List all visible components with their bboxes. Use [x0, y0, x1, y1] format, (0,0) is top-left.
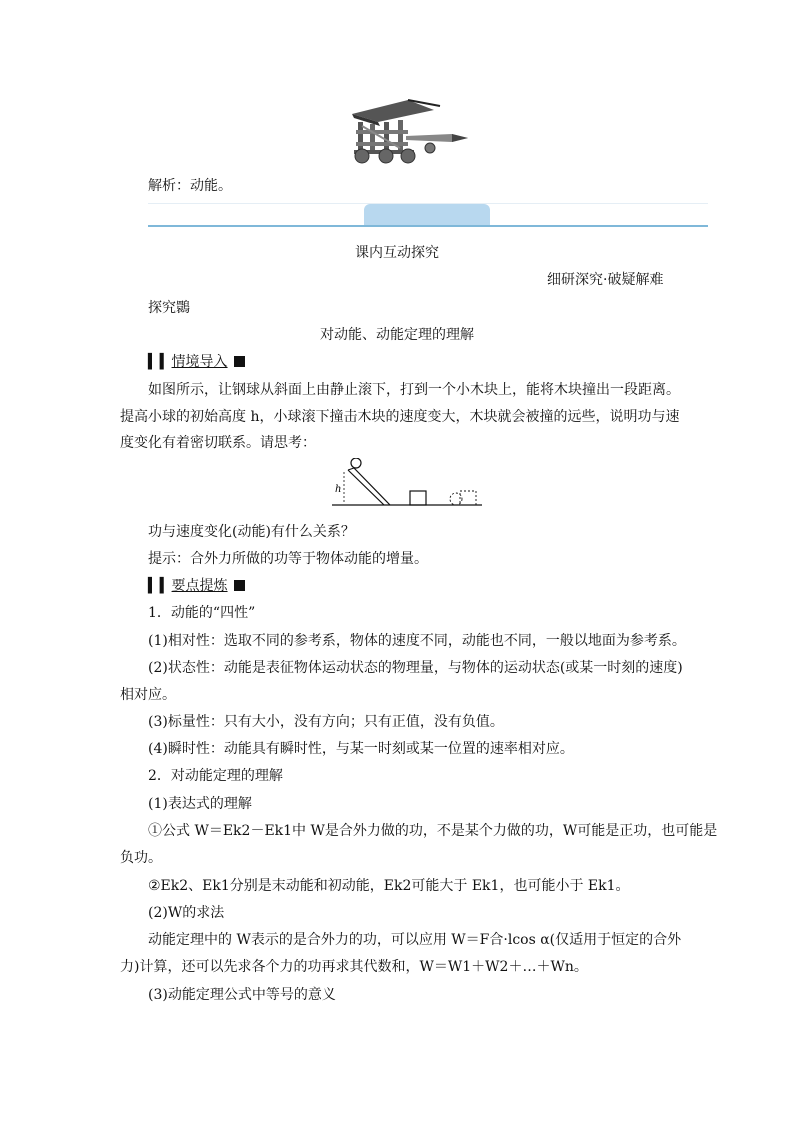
analysis-text: 解析：动能。: [148, 178, 232, 194]
section-title: 课内互动探究: [355, 245, 439, 261]
points-l6: (4)瞬时性：动能具有瞬时性，与某一时刻或某一位置的速率相对应。: [148, 741, 574, 757]
explore-label-text: 探究: [148, 300, 176, 316]
section-header-bar: [148, 225, 708, 227]
points-l3: (2)状态性：动能是表征物体运动状态的物理量，与物体的运动状态(或某一时刻的速度): [148, 660, 683, 676]
situation-heading: [148, 352, 245, 372]
points-l11: ②Ek2、Ek1分别是末动能和初动能，Ek2可能大于 Ek1，也可能小于 Ek1。: [148, 878, 630, 894]
points-l7: 2．对动能定理的理解: [148, 768, 283, 784]
points-l1: 1．动能的“四性”: [148, 605, 256, 621]
heading-bars: ▍▍: [148, 578, 172, 594]
situation-heading-label: 情境导入: [171, 354, 228, 370]
siege-machine-image: [348, 96, 470, 166]
heading-bars: ▍▍: [148, 354, 172, 370]
points-l12: (2)W的求法: [148, 905, 225, 921]
points-l2: (1)相对性：选取不同的参考系，物体的速度不同，动能也不同，一般以地面为参考系。: [148, 633, 686, 649]
situation-p1: 如图所示，让钢球从斜面上由静止滚下，打到一个小木块上，能将木块撞出一段距离。: [148, 382, 680, 398]
points-l5: (3)标量性：只有大小，没有方向；只有正值，没有负值。: [148, 714, 504, 730]
section-subtitle: 细研深究·破疑解难: [547, 272, 664, 288]
incline-figure: [332, 458, 484, 510]
points-heading: [148, 576, 245, 596]
explore-number: 䴉: [176, 300, 190, 316]
points-l14: 力)计算，还可以先求各个力的功再求其代数和，W＝W1＋W2＋…＋Wn。: [120, 959, 588, 975]
question-text: 功与速度变化(动能)有什么关系？: [148, 524, 355, 540]
points-l15: (3)动能定理公式中等号的意义: [148, 987, 336, 1003]
points-l10: 负功。: [120, 850, 162, 866]
section-header-tab: [364, 204, 490, 226]
square-icon: [234, 356, 245, 367]
situation-p3: 度变化有着密切联系。请思考：: [120, 435, 316, 451]
topic-title: 对动能、动能定理的理解: [320, 327, 474, 343]
points-l13: 动能定理中的 W表示的是合外力的功，可以应用 W＝F合·lcos α(仅适用于恒定的合外: [148, 932, 682, 948]
points-l9: ①公式 W＝Ek2－Ek1中 W是合外力做的功，不是某个力做的功，W可能是正功，也可能是: [148, 823, 718, 839]
points-heading-label: 要点提炼: [171, 578, 228, 594]
explore-label: [148, 298, 190, 318]
points-l4: 相对应。: [120, 687, 176, 703]
hint-text: 提示：合外力所做的功等于物体动能的增量。: [148, 551, 428, 567]
points-l8: (1)表达式的理解: [148, 796, 252, 812]
square-icon: [234, 580, 245, 591]
situation-p2: 提高小球的初始高度 h，小球滚下撞击木块的速度变大，木块就会被撞的远些，说明功与速: [120, 409, 680, 425]
height-label: h: [335, 484, 342, 495]
